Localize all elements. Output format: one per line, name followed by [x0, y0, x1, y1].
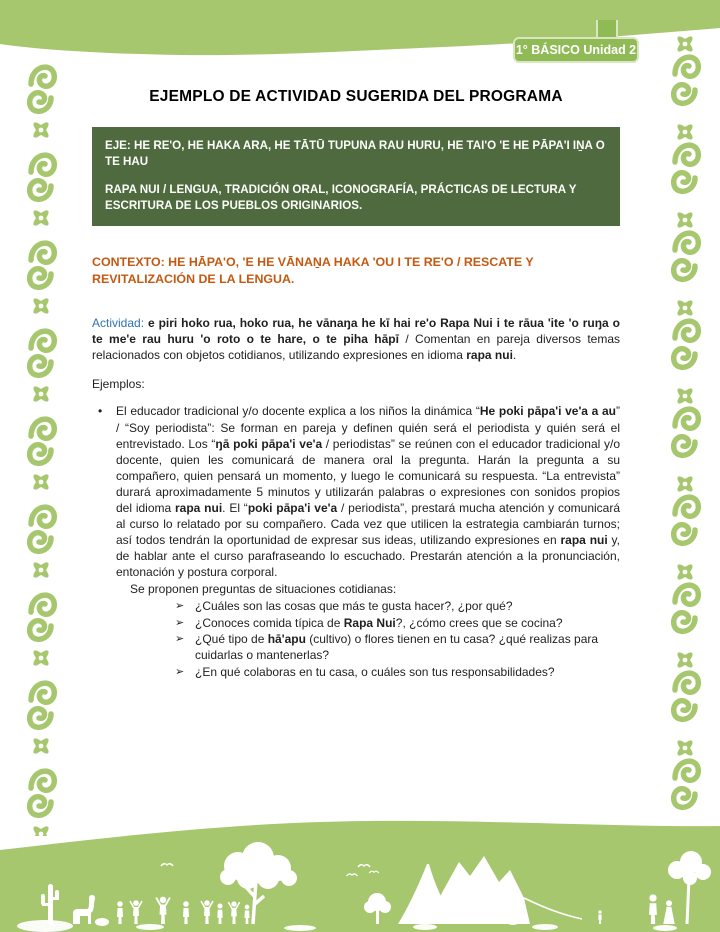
page-title: EJEMPLO DE ACTIVIDAD SUGERIDA DEL PROGRAMA: [149, 88, 563, 105]
question-text: ¿En qué colaboras en tu casa, o cuáles son tus responsabilidades?: [195, 664, 555, 679]
unit-badge: [513, 37, 639, 63]
example-bullet-text: El educador tradicional y/o docente explica a los niños la dinámica “He poki pāpa'i ve'a a au” / “Soy periodista”: Se forman en pareja y definen quién será el periodista y quién será el entrevistado. Los “ŋā poki pāpa'i ve'a / periodistas” se reúnen con el educador tradicional y/o docente, quien les comunicará de manera oral la pregunta. Harán la pregunta a su compañero, quien pensará un momento, y luego le comunicará su respuesta. “La entrevista” durará aproximadamente 5 minutos y utilizarán palabras o expresiones con sonidos propios del idioma rapa nui. El “poki pāpa'i ve'a / periodista”, prestará mucha atención y comunicará al curso lo relatado por su compañero. Cada vez que utilicen la estrategia cambiarán turnos; así todos tendrán la oportunidad de expresar sus ideas, utilizando expresiones en rapa nui y, de hablar ante el curso parafraseando lo escuchado. Prestarán atención a la pronunciación, entonación y postura corporal.: [116, 404, 621, 580]
contexto-text: CONTEXTO: HE HĀPA'O, 'E HE VĀNAṈA HAKA 'OU I TE RE'O / RESCATE Y REVITALIZACIÓN DE LA LENGUA.: [92, 254, 534, 287]
footer-hill: [0, 821, 720, 932]
question-text: ¿Conoces comida típica de Rapa Nui?, ¿cómo crees que se cocina?: [195, 615, 563, 630]
question-item: [175, 615, 620, 631]
eje-box: [92, 127, 620, 226]
arrow-bullet-icon: ➢: [175, 633, 185, 646]
unit-badge-label: 1° BÁSICO Unidad 2: [515, 43, 637, 57]
question-item: [175, 631, 620, 664]
eje-line-2: RAPA NUI / LENGUA, TRADICIÓN ORAL, ICONOGRAFÍA, PRÁCTICAS DE LECTURA Y ESCRITURA DE LOS PUEBLOS ORIGINARIOS.: [105, 182, 577, 213]
arrow-bullet-icon: ➢: [175, 616, 185, 629]
arrow-bullet-icon: ➢: [175, 665, 185, 678]
actividad-paragraph: Actividad: e piri hoko rua, hoko rua, he vānaŋa he kī hai re'o Rapa Nui i te rāua 'ite 'o ruŋa o te me'e rau huru 'o roto o te hare, o te piha hāpī / Comentan en pareja diversos temas relacionados con objetos cotidianos, utilizando expresiones en idioma rapa nui.: [92, 315, 621, 363]
eje-line-1: EJE: HE RE'O, HE HAKA ARA, HE TĀTŪ TUPUNA RAU HURU, HE TAI'O 'E HE PĀPA'I IṈA O TE HAU: [105, 139, 605, 169]
bush-icon: [95, 918, 109, 926]
ejemplos-heading: Ejemplos:: [92, 377, 145, 392]
footer-landscape: [0, 820, 720, 932]
bullet-marker-icon: •: [98, 404, 103, 419]
left-ornament-border-icon: [24, 54, 58, 836]
question-text: ¿Cuáles son las cosas que más te gusta hacer?, ¿por qué?: [195, 599, 513, 614]
arrow-bullet-icon: ➢: [175, 600, 185, 613]
question-item: [175, 664, 620, 680]
questions-list: [92, 598, 620, 680]
question-text: ¿Qué tipo de hā'apu (cultivo) o flores tienen en tu casa? ¿qué realizas para cuidarlas o mantenerlas?: [195, 632, 599, 663]
right-ornament-border-icon: [668, 32, 702, 822]
questions-intro: Se proponen preguntas de situaciones cotidianas:: [130, 582, 397, 597]
example-bullet-item: [92, 403, 620, 580]
main-content: [92, 86, 620, 680]
question-item: [175, 598, 620, 614]
